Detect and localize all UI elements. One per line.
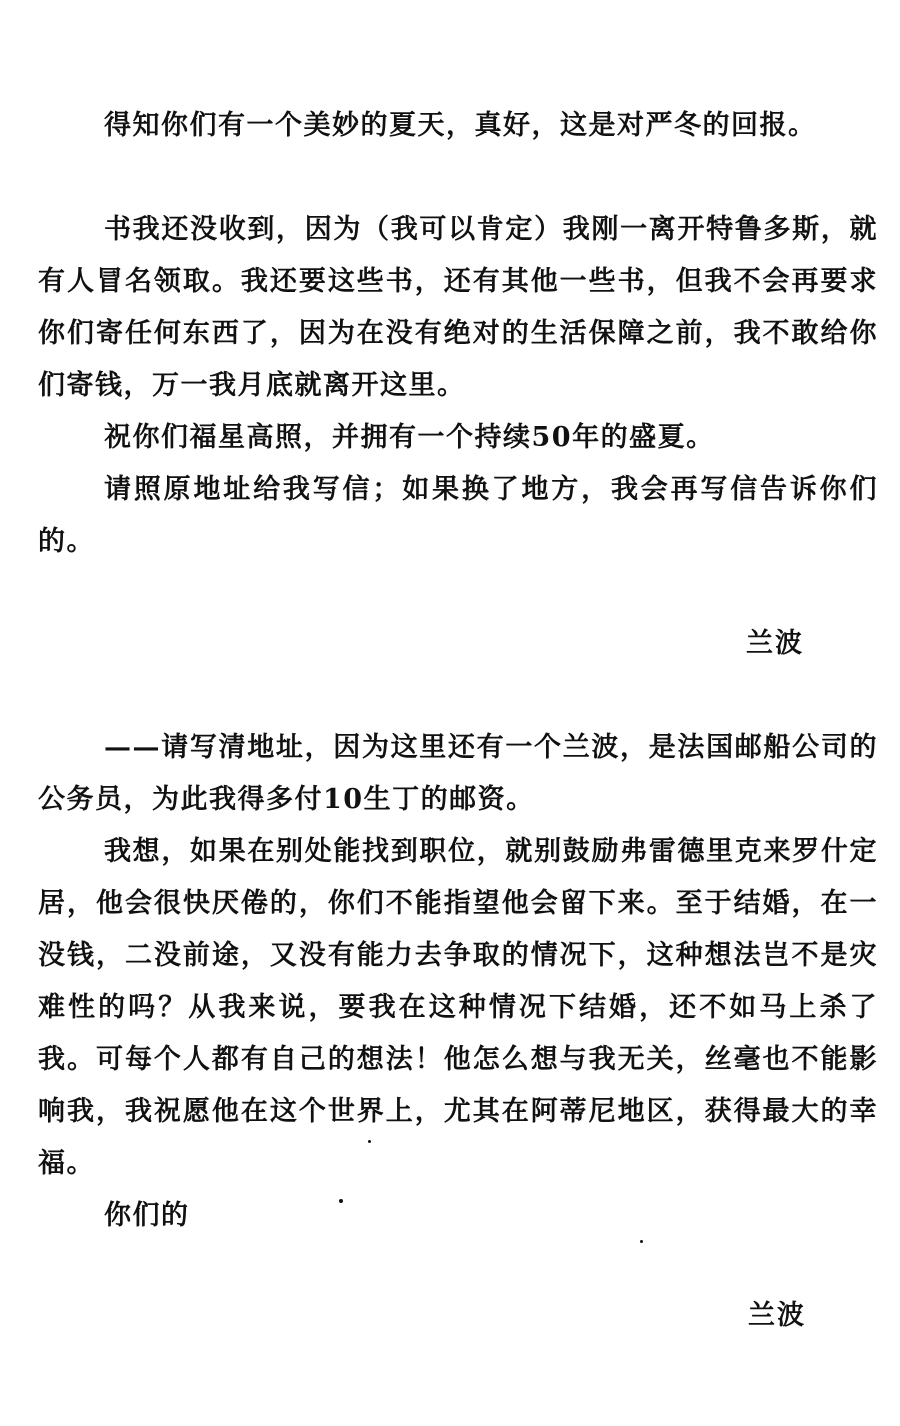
letter1-signature: 兰波: [746, 628, 804, 659]
letter2-closing: 你们的: [104, 1200, 190, 1231]
letter2-signature: 兰波: [748, 1300, 806, 1331]
scan-speck: [339, 1199, 343, 1203]
scan-speck: [368, 1140, 371, 1143]
letter1-paragraph-3: 祝你们福星高照，并拥有一个持续50年的盛夏。: [104, 422, 715, 453]
scan-speck: [640, 1240, 643, 1243]
letter2-paragraph-2: 我想，如果在别处能找到职位，就别鼓励弗雷德里克来罗什定居，他会很快厌倦的，你们不能指望他会留下来。至于结婚，在一没钱，二没前途，又没有能力去争取的情况下，这种想法岂不是灾难性的吗？从我来说，要我在这种情况下结婚，还不如马上杀了我。可每个人都有自己的想法！他怎么想与我无关，丝毫也不能影响我，我祝愿他在这个世界上，尤其在阿蒂尼地区，获得最大的幸福。: [38, 836, 878, 1179]
letter1-paragraph-1: 得知你们有一个美妙的夏天，真好，这是对严冬的回报。: [104, 110, 817, 141]
letter2-paragraph-1: ——请写清地址，因为这里还有一个兰波，是法国邮船公司的公务员，为此我得多付10生丁的邮资。: [38, 732, 878, 815]
letter1-paragraph-4: 请照原地址给我写信；如果换了地方，我会再写信告诉你们的。: [38, 474, 878, 557]
letter1-paragraph-2: 书我还没收到，因为（我可以肯定）我刚一离开特鲁多斯，就有人冒名领取。我还要这些书，还有其他一些书，但我不会再要求你们寄任何东西了，因为在没有绝对的生活保障之前，我不敢给你们寄钱，万一我月底就离开这里。: [38, 214, 878, 401]
